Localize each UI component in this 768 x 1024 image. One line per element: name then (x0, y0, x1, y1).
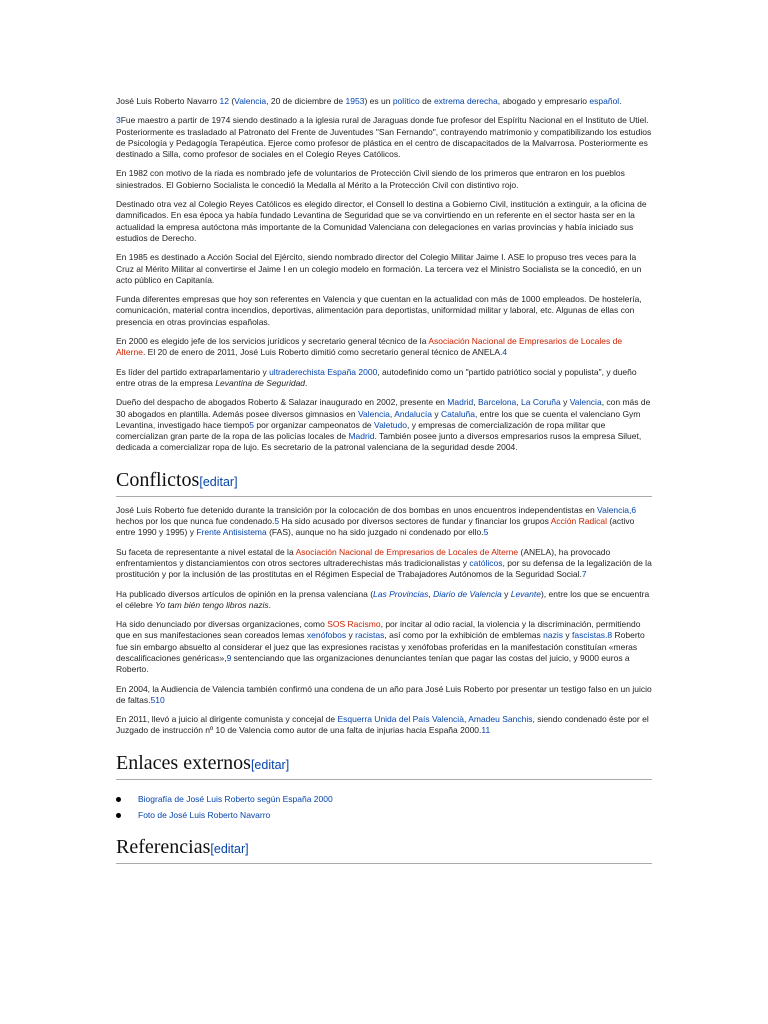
intro-de: de (419, 96, 434, 106)
edit-enlaces-link[interactable]: [editar] (250, 757, 290, 772)
faceta-text-a: Su faceta de representante a nivel estatal de la (116, 546, 296, 557)
faceta-text-b: (ANELA), ha provocado enfrentamientos y distanciamientos con otros sectores ultraderechistas más tradicionalistas y (116, 546, 611, 568)
paragraph-2000 (116, 336, 652, 359)
ref-5[interactable]: 5 (249, 419, 254, 430)
dueno-comma1: , (473, 397, 478, 408)
edit-referencias-link[interactable]: [editar] (210, 842, 249, 857)
heading-conflictos (116, 468, 652, 497)
link-barcelona[interactable]: Barcelona (478, 397, 517, 408)
detenido-text-b: hechos por los que nunca fue condenado. (116, 516, 275, 527)
dueno-text-a: Dueño del despacho de abogados Roberto & Salazar inaugurado en 2002, presente en (116, 397, 448, 408)
maestro-text: Fue maestro a partir de 1974 siendo destinado a la iglesia rural de Jaraguas donde fue profesor del Espíritu Nacional en el Instituto de Utiel. Posteriormente es trasladado al Patronato del Frente de Juventudes "San Fernando", contrayendo matrimonio y compatibilizando los estudios de Psicología y Pedagogía Terapéutica. Ejerce como profesor de plástica en el centro de discapacitados de la Malvarrosa. Posteriormente es destinado a Silla, como profesor de sociales en el Colegio Reyes Católicos. (116, 115, 652, 160)
publicado-y: y (501, 588, 511, 599)
dueno-y2: y (432, 408, 441, 419)
detenido-text-d: (activo entre 1990 y 1995) y (116, 516, 635, 538)
faceta-text-c: , por su defensa de la legalización de la prostitución y por la inclusión de las prostitutas en el Régimen Especial de Trabajadores Autónomos de la Seguridad Social. (116, 557, 652, 580)
ref-3[interactable]: 3 (116, 115, 121, 126)
p2011-text-a: En 2011, llevó a juicio al dirigente comunista y concejal de (116, 714, 338, 725)
detenido-text-a: José Luis Roberto fue detenido durante la transición por la colocación de dos bombas en unos encuentros independentistas en (116, 504, 598, 515)
link-valencia-3[interactable]: Valencia (357, 408, 390, 419)
link-espana-2000[interactable]: ultraderechista España 2000 (269, 366, 378, 377)
paragraph-1982: En 1982 con motivo de la riada es nombrado jefe de voluntarios de Protección Civil siendo de los primeros que entraron en los pueblos siniestrados. El Gobierno Socialista le concedió la Medalla al Mérito a la Protección Civil con distintivo rojo. (116, 168, 625, 190)
libros-nazis-italic: Yo tam bién tengo libros nazis (155, 599, 269, 610)
link-politico[interactable]: político (392, 96, 420, 106)
dueno-y1: y (560, 397, 570, 408)
intro-name: José Luis Roberto Navarro (116, 96, 218, 106)
denunciado-text-b: , por incitar al odio racial, la violencia y la discriminación, permitiendo que en sus manifestaciones sean coreados lemas (116, 619, 641, 641)
link-foto[interactable]: Foto de José Luis Roberto Navarro (138, 810, 271, 821)
ref-7[interactable]: 7 (581, 569, 587, 580)
denunciado-y1: y (346, 630, 356, 641)
link-extrema-derecha[interactable]: extrema derecha (433, 96, 498, 106)
paragraph-detenido (116, 505, 652, 539)
paragraph-2004 (116, 684, 652, 707)
intro-end: . (619, 96, 622, 106)
publicado-text-c: . (268, 599, 271, 610)
article-content (116, 96, 652, 872)
paragraph-2011 (116, 714, 652, 737)
lider-text-b: , autodefinido como un "partido patriótico social y populista", y dueño entre otras de la empresa (116, 366, 637, 388)
p2000-text-a: En 2000 es elegido jefe de los servicios jurídicos y secretario general técnico de la (116, 336, 429, 347)
denunciado-text-c: , así como por la exhibición de emblemas (384, 630, 544, 641)
p2004-text: En 2004, la Audiencia de Valencia también confirmó una condena de un año para José Luis Roberto por presentar un testigo falso en un juicio de faltas. (116, 683, 652, 705)
link-1953[interactable]: 1953 (345, 96, 365, 106)
paragraph-1985: En 1985 es destinado a Acción Social del Ejército, siendo nombrado director del Colegio Militar Jaime I. ASE lo propuso tres veces para la Cruz al Mérito Militar al convertirse el Jaime I en un colegio modelo en formación. La tercera vez el Ministro Socialista se la concedió, en un acto público en Capitanía. (116, 252, 642, 285)
link-esquerra-unida[interactable]: Esquerra Unida del País Valencià (337, 714, 464, 725)
publicado-text-b: ), entre los que se encuentra el célebre (116, 588, 650, 610)
link-fascistas[interactable]: fascistas (571, 630, 606, 641)
ref-11[interactable]: 11 (481, 725, 491, 736)
link-sos-racismo[interactable]: SOS Racismo (327, 619, 381, 630)
denunciado-y2: y (563, 630, 572, 641)
heading-referencias (116, 835, 652, 864)
link-las-provincias[interactable]: Las Provincias (373, 588, 429, 599)
paragraph-dueno (116, 397, 652, 453)
dueno-text-c: , entre los que se cuenta el valenciano Gym Levantina, investigado hace tiempo (116, 408, 641, 430)
ref-8[interactable]: .8 (605, 630, 613, 641)
bullet-icon (116, 813, 121, 818)
lider-text-a: Es líder del partido extraparlamentario y (116, 366, 270, 377)
paragraph-funda: Funda diferentes empresas que hoy son referentes en Valencia y que cuentan en la actualidad con más de 1000 empleados. De hostelería, comunicación, material contra incendios, deportivas, alimentación para deportistas, uniformidad militar y laboral, etc. Algunas de ellas con presencia en otras provincias españolas. (116, 294, 642, 327)
paragraph-lider (116, 367, 652, 390)
ref-5b[interactable]: 5 (274, 516, 280, 527)
link-frente-antisistema[interactable]: Frente Antisistema (196, 527, 267, 538)
intro-date: , 20 de diciembre de (266, 96, 346, 106)
paragraph-maestro (116, 115, 652, 160)
list-item (116, 794, 652, 805)
ref-12[interactable]: 12 (219, 96, 229, 106)
intro-es-un: ) es un (364, 96, 393, 106)
dueno-text-e: , y empresas de comercialización de ropa militar que comercializan gran parte de la ropa de las policías locales de (116, 419, 606, 442)
ref-6[interactable]: ,6 (629, 504, 637, 515)
link-levante[interactable]: Levante (510, 588, 541, 599)
dueno-comma3: , (389, 408, 395, 419)
heading-enlaces-externos (116, 751, 652, 780)
conflictos-title: Conflictos (116, 468, 200, 491)
ref-510[interactable]: 510 (150, 694, 165, 705)
link-xenofobos[interactable]: xenófobos (306, 630, 347, 641)
denunciado-text-e: sentenciando que las organizaciones denunciantes tenían que pagar las costas del juicio, y 9000 euros a Roberto. (116, 652, 630, 675)
list-item (116, 810, 652, 821)
publicado-comma: , (428, 588, 434, 599)
publicado-text-a: Ha publicado diversos artículos de opinión en la prensa valenciana ( (116, 588, 374, 599)
link-andalucia[interactable]: Andalucía (394, 408, 432, 419)
edit-conflictos-link[interactable]: [editar] (199, 474, 238, 489)
dueno-text-d: por organizar campeonatos de (254, 419, 375, 430)
detenido-text-c: Ha sido acusado por diversos sectores de fundar y financiar los grupos (279, 516, 551, 527)
lider-text-c: . (305, 377, 308, 388)
link-accion-radical[interactable]: Acción Radical (550, 516, 607, 527)
link-amadeu-sanchis[interactable]: Amadeu Sanchis (468, 714, 533, 725)
intro-abogado: , abogado y empresario (497, 96, 590, 106)
dueno-text-b: , con más de 30 abogados en plantilla. Además posee diversos gimnasios en (116, 397, 651, 419)
link-madrid[interactable]: Madrid (447, 397, 474, 408)
p2011-text-b: , siendo condenado éste por el Juzgado de instrucción nº 10 de Valencia como autor de una falta de injurias hacia España 2000. (116, 714, 649, 736)
ref-5c[interactable]: 5 (483, 527, 489, 538)
link-valencia-4[interactable]: Valencia (597, 504, 630, 515)
link-catolicos[interactable]: católicos (469, 557, 503, 568)
bullet-icon (116, 797, 121, 802)
paragraph-publicado (116, 589, 652, 612)
paragraph-denunciado (116, 619, 652, 675)
paragraph-destinado: Destinado otra vez al Colegio Reyes Católicos es elegido director, el Consell lo destina a Gobierno Civil, institución a extinguir, a la oficina de damnificados. En esa época ya había fundado Levantina de Seguridad que se va convirtiendo en un referente en el sector hasta ser en la actualidad la empresa autóctona más importante de la Comunidad Valenciana con delegaciones en varias provincias y había iniciado sus estudios de Derecho. (116, 199, 647, 243)
paragraph-faceta (116, 547, 652, 581)
link-asociacion-anela[interactable]: Asociación Nacional de Empresarios de Locales de Alterne (116, 336, 623, 358)
external-links-list (116, 794, 652, 822)
detenido-text-e: (FAS), aunque no ha sido juzgado ni condenado por ello. (266, 527, 484, 538)
denunciado-text-d: Roberto fue sin embargo absuelto al considerar el juez que las expresiones racistas y xenófobas proferidas en la manifestación constituían «meras descalificaciones genéricas», (116, 630, 645, 663)
link-madrid-2[interactable]: Madrid (348, 431, 375, 442)
denunciado-text-a: Ha sido denunciado por diversas organizaciones, como (116, 619, 328, 630)
dueno-text-f: . También posee junto a diversos empresarios rusos la empresa Siluet, dedicada a comercializar ropa de lujo. Es secretario de la patronal valenciana de la seguridad desde 2004. (116, 431, 642, 453)
link-biografia[interactable]: Biografía de José Luis Roberto según España 2000 (138, 793, 333, 804)
link-nazis[interactable]: nazis (543, 630, 563, 641)
link-valetudo[interactable]: Valetudo (374, 419, 407, 430)
p2000-text-b: . El 20 de enero de 2011, José Luis Roberto dimitió como secretario general técnico de ANELA. (142, 347, 503, 358)
levantina-italic: Levantina de Seguridad (215, 377, 306, 388)
ref-9[interactable]: 9 (226, 652, 232, 663)
p2011-comma: , (463, 714, 469, 725)
link-valencia[interactable]: Valencia (234, 96, 267, 106)
dueno-comma2: , (516, 397, 522, 408)
referencias-title: Referencias (116, 836, 211, 859)
link-la-coruna[interactable]: La Coruña (521, 397, 561, 408)
link-cataluna[interactable]: Cataluña (440, 408, 476, 419)
link-racistas[interactable]: racistas (355, 630, 385, 641)
enlaces-title: Enlaces externos (116, 751, 251, 774)
link-diario-valencia[interactable]: Diario de Valencia (433, 588, 502, 599)
ref-4[interactable]: 4 (502, 347, 508, 358)
link-espanol[interactable]: español (589, 96, 620, 106)
link-asociacion-2[interactable]: Asociación Nacional de Empresarios de Locales de Alterne (295, 546, 519, 557)
intro-paragraph: José Luis Roberto Navarro 12 (Valencia, 20 de diciembre de 1953) es un político de extrema derecha, abogado y empresario español. (116, 96, 622, 106)
link-valencia-2[interactable]: Valencia (569, 397, 602, 408)
